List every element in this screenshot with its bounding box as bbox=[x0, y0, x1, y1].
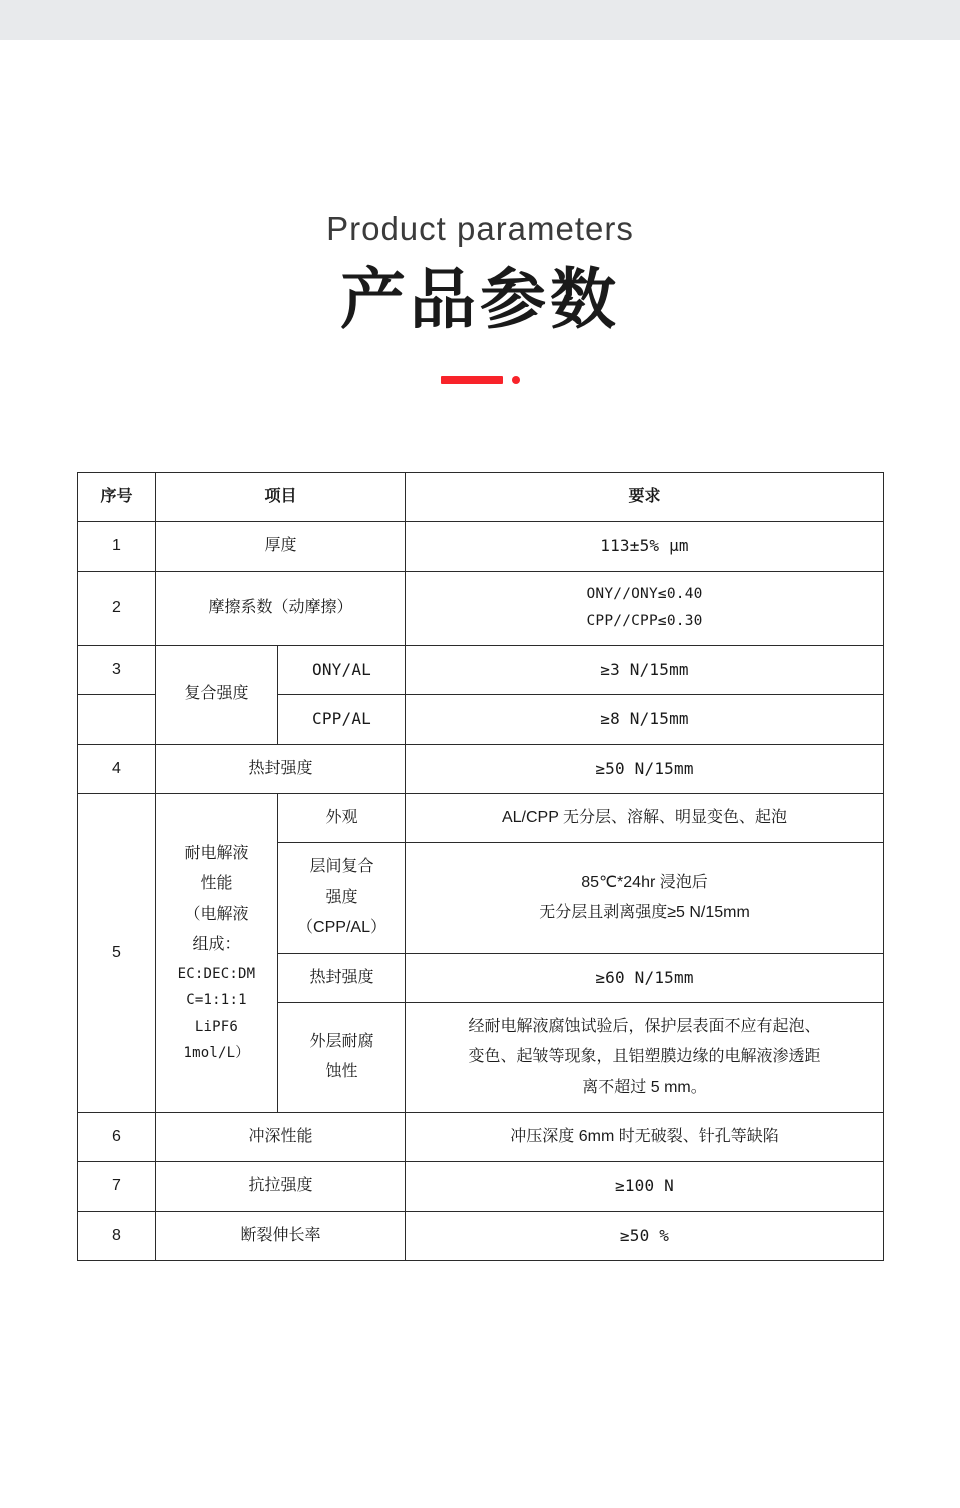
item-line: 组成： bbox=[192, 936, 241, 954]
row-subitem: ONY/AL bbox=[278, 645, 406, 694]
table-header-row bbox=[78, 472, 884, 521]
row-no: 2 bbox=[78, 571, 156, 645]
item-line: LiPF6 bbox=[194, 1018, 239, 1035]
row-no: 7 bbox=[78, 1162, 156, 1211]
row-requirement: ≥100 N bbox=[406, 1162, 884, 1211]
row-requirement: ≥3 N/15mm bbox=[406, 645, 884, 694]
row-item: 厚度 bbox=[156, 522, 406, 571]
row-requirement: 冲压深度 6mm 时无破裂、针孔等缺陷 bbox=[406, 1113, 884, 1162]
row-subitem: 热封强度 bbox=[278, 953, 406, 1002]
requirement-line: 85℃*24hr 浸泡后 bbox=[581, 873, 708, 891]
row-no: 1 bbox=[78, 522, 156, 571]
requirement-line: 变色、起皱等现象，且铝塑膜边缘的电解液渗透距 bbox=[468, 1048, 821, 1066]
page-title-english: Product parameters bbox=[326, 210, 634, 247]
row-subitem bbox=[278, 1002, 406, 1112]
item-line: 性能 bbox=[200, 875, 233, 893]
table-row bbox=[78, 571, 884, 645]
top-bar bbox=[0, 0, 960, 40]
document-page bbox=[0, 40, 960, 1261]
item-line: 耐电解液 bbox=[184, 845, 249, 863]
row-no: 6 bbox=[78, 1113, 156, 1162]
requirement-line: ONY//ONY≤0.40 bbox=[586, 585, 703, 602]
row-item: 冲深性能 bbox=[156, 1113, 406, 1162]
row-subitem bbox=[278, 843, 406, 953]
row-item: 抗拉强度 bbox=[156, 1162, 406, 1211]
requirement-line: 经耐电解液腐蚀试验后，保护层表面不应有起泡、 bbox=[468, 1017, 821, 1035]
row-requirement bbox=[406, 571, 884, 645]
table-row bbox=[78, 522, 884, 571]
item-line: 1mol/L） bbox=[183, 1045, 250, 1062]
row-requirement: ≥50 % bbox=[406, 1211, 884, 1260]
divider-bar bbox=[441, 376, 503, 384]
subitem-line: 外层耐腐 bbox=[309, 1033, 374, 1051]
table-row bbox=[78, 1162, 884, 1211]
row-item: 摩擦系数（动摩擦） bbox=[156, 571, 406, 645]
row-no: 8 bbox=[78, 1211, 156, 1260]
row-requirement: AL/CPP 无分层、溶解、明显变色、起泡 bbox=[406, 793, 884, 842]
table-header-req: 要求 bbox=[406, 472, 884, 521]
item-line: C=1:1:1 bbox=[186, 992, 247, 1009]
row-no bbox=[78, 695, 156, 744]
row-requirement: 113±5% μm bbox=[406, 522, 884, 571]
table-header-no: 序号 bbox=[78, 472, 156, 521]
row-item bbox=[156, 793, 278, 1112]
row-no: 4 bbox=[78, 744, 156, 793]
row-requirement: ≥60 N/15mm bbox=[406, 953, 884, 1002]
row-item: 断裂伸长率 bbox=[156, 1211, 406, 1260]
row-no: 3 bbox=[78, 645, 156, 694]
subitem-line: 强度 bbox=[325, 888, 358, 906]
table-row bbox=[78, 1113, 884, 1162]
row-item: 热封强度 bbox=[156, 744, 406, 793]
item-line: （电解液 bbox=[184, 905, 249, 923]
subitem-line: 蚀性 bbox=[325, 1063, 358, 1081]
table-row bbox=[78, 1211, 884, 1260]
requirement-line: 无分层且剥离强度≥5 N/15mm bbox=[539, 903, 750, 921]
requirement-line: CPP//CPP≤0.30 bbox=[586, 613, 703, 630]
row-requirement bbox=[406, 1002, 884, 1112]
subitem-line: 层间复合 bbox=[309, 858, 374, 876]
parameters-table-wrapper bbox=[77, 472, 883, 1261]
row-item: 复合强度 bbox=[156, 645, 278, 744]
table-header-item: 项目 bbox=[156, 472, 406, 521]
item-line: EC:DEC:DM bbox=[177, 965, 256, 982]
row-subitem: CPP/AL bbox=[278, 695, 406, 744]
row-requirement bbox=[406, 843, 884, 953]
subitem-line: （CPP/AL） bbox=[297, 919, 386, 937]
row-requirement: ≥50 N/15mm bbox=[406, 744, 884, 793]
row-subitem: 外观 bbox=[278, 793, 406, 842]
parameters-table bbox=[77, 472, 884, 1261]
title-divider bbox=[0, 376, 960, 384]
table-row bbox=[78, 645, 884, 694]
table-row bbox=[78, 793, 884, 842]
page-title-chinese: 产品参数 bbox=[340, 262, 620, 336]
row-no: 5 bbox=[78, 793, 156, 1112]
requirement-line: 离不超过 5 mm。 bbox=[582, 1078, 707, 1096]
table-row bbox=[78, 744, 884, 793]
row-requirement: ≥8 N/15mm bbox=[406, 695, 884, 744]
divider-dot bbox=[512, 376, 520, 384]
